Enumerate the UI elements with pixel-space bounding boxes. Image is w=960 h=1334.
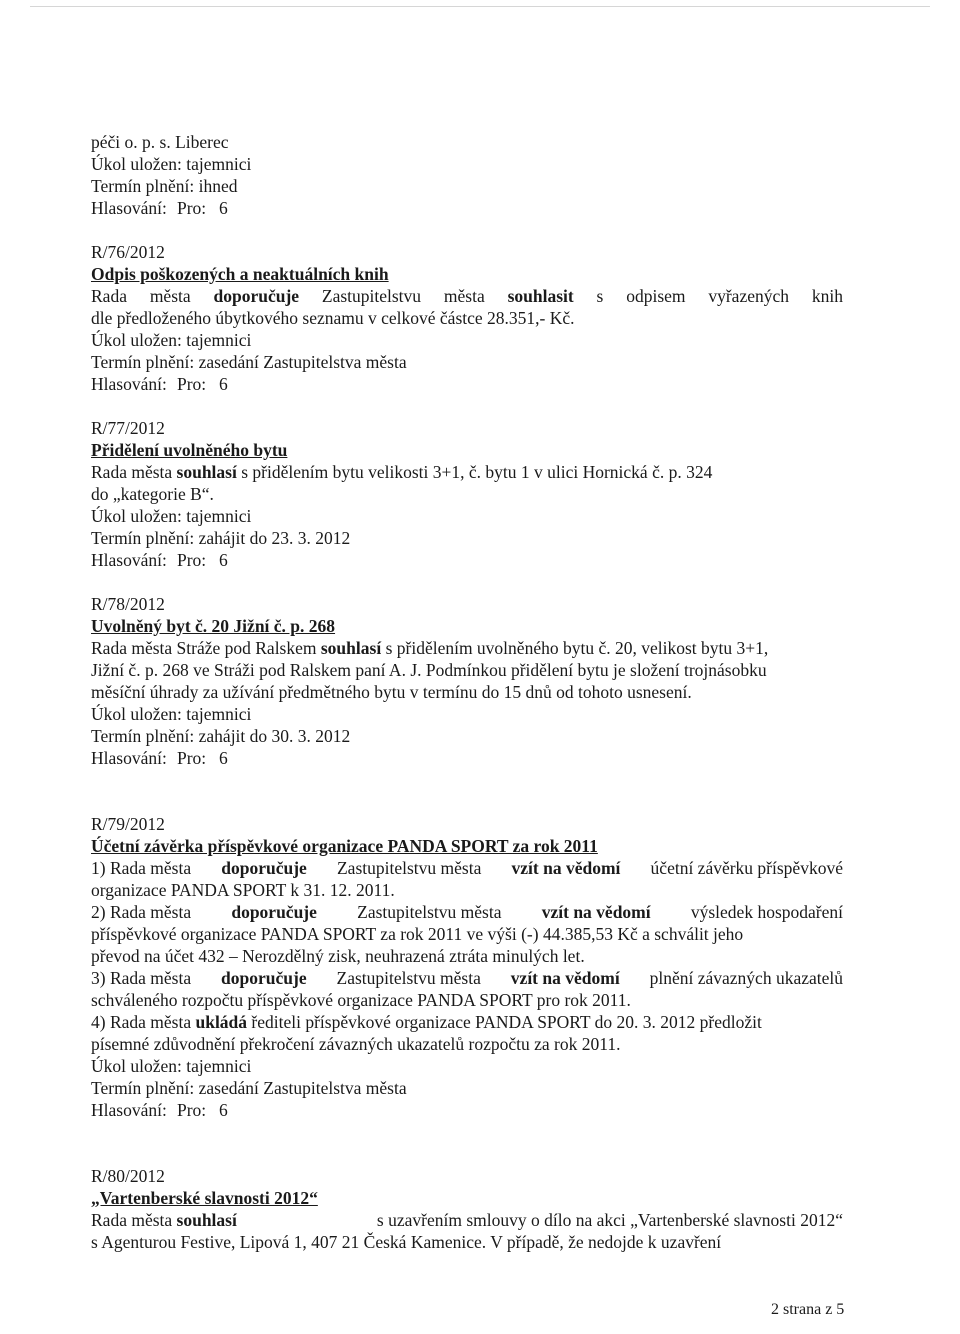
- vote-label: Hlasování:: [91, 374, 167, 394]
- page-number: 2 strana z 5: [771, 1301, 845, 1318]
- resolution-r80: [91, 1165, 843, 1253]
- task-assigned: Úkol uložen: tajemnici: [91, 704, 252, 724]
- vote-line: [91, 373, 843, 395]
- word-bold: doporučuje: [213, 286, 300, 306]
- resolution-continuation: [91, 131, 843, 219]
- vote-pro-label: Pro:: [177, 550, 207, 570]
- vote-count: 6: [219, 550, 228, 570]
- text-run: Rada města Stráže pod Ralskem: [91, 638, 317, 658]
- resolution-number: R/76/2012: [91, 242, 165, 262]
- text-run: plnění závazných ukazatelů: [649, 968, 843, 988]
- resolution-text-line: schváleného rozpočtu příspěvkové organizace PANDA SPORT pro rok 2011.: [91, 990, 631, 1010]
- resolution-heading: „Vartenberské slavnosti 2012“: [91, 1188, 318, 1208]
- resolution-text-line: [91, 857, 843, 879]
- document-page: [91, 131, 843, 1253]
- top-rule: [30, 6, 930, 7]
- resolution-r78: [91, 593, 843, 769]
- vote-count: 6: [219, 198, 228, 218]
- vote-pro-label: Pro:: [177, 374, 207, 394]
- resolution-r76: [91, 241, 843, 395]
- deadline: Termín plnění: zahájit do 30. 3. 2012: [91, 726, 351, 746]
- text-run: s přidělením bytu velikosti 3+1, č. bytu 1 v ulici Hornická č. p. 324: [241, 462, 713, 482]
- resolution-r77: [91, 417, 843, 571]
- resolution-text-line: Jižní č. p. 268 ve Stráži pod Ralskem paní A. J. Podmínkou přidělení bytu je složení trojnásobku: [91, 660, 767, 680]
- word-bold: souhlasit: [507, 286, 574, 306]
- task-assigned: Úkol uložen: tajemnici: [91, 1056, 252, 1076]
- deadline: Termín plnění: zahájit do 23. 3. 2012: [91, 528, 351, 548]
- vote-label: Hlasování:: [91, 1100, 167, 1120]
- resolution-heading: Uvolněný byt č. 20 Jižní č. p. 268: [91, 616, 336, 636]
- text-run-bold: ukládá: [195, 1012, 248, 1032]
- word: knih: [811, 286, 843, 306]
- text-run: Zastupitelstvu města: [357, 902, 502, 922]
- text-run-bold: souhlasí: [176, 462, 237, 482]
- resolution-text-line: [91, 637, 843, 659]
- word: města: [443, 286, 485, 306]
- resolution-text-line: [91, 1209, 843, 1231]
- text-run: s přidělením uvolněného bytu č. 20, velikost bytu 3+1,: [385, 638, 769, 658]
- resolution-number: R/79/2012: [91, 814, 165, 834]
- resolution-heading: Účetní závěrka příspěvkové organizace PANDA SPORT za rok 2011: [91, 836, 598, 856]
- vote-line: [91, 747, 843, 769]
- resolution-number: R/80/2012: [91, 1166, 165, 1186]
- task-assigned: Úkol uložen: tajemnici: [91, 154, 252, 174]
- vote-pro-label: Pro:: [177, 748, 207, 768]
- word: s: [596, 286, 604, 306]
- text-run-bold: vzít na vědomí: [541, 902, 651, 922]
- text-run-bold: doporučuje: [221, 968, 307, 988]
- vote-label: Hlasování:: [91, 748, 167, 768]
- resolution-text-line: dle předloženého úbytkového seznamu v celkové částce 28.351,- Kč.: [91, 308, 575, 328]
- resolution-text-line: do „kategorie B“.: [91, 484, 214, 504]
- task-assigned: Úkol uložen: tajemnici: [91, 506, 252, 526]
- vote-pro-label: Pro:: [177, 1100, 207, 1120]
- resolution-r79: [91, 813, 843, 1121]
- text-run-bold: souhlasí: [176, 1210, 237, 1230]
- text-run: Rada města: [91, 462, 173, 482]
- vote-count: 6: [219, 1100, 228, 1120]
- text-run: řediteli příspěvkové organizace PANDA SPORT do 20. 3. 2012 předložit: [251, 1012, 762, 1032]
- task-assigned: Úkol uložen: tajemnici: [91, 330, 252, 350]
- text-run-bold: doporučuje: [221, 858, 307, 878]
- vote-count: 6: [219, 374, 228, 394]
- vote-pro-label: Pro:: [177, 198, 207, 218]
- text-run: Rada města souhlasí: [91, 1210, 237, 1230]
- text-run: 2) Rada města: [91, 902, 192, 922]
- vote-line: [91, 1099, 843, 1121]
- deadline: Termín plnění: zasedání Zastupitelstva města: [91, 1078, 407, 1098]
- text-run-bold: vzít na vědomí: [510, 968, 620, 988]
- resolution-heading: Přidělení uvolněného bytu: [91, 440, 288, 460]
- resolution-text-line: převod na účet 432 – Nerozdělný zisk, neuhrazená ztráta minulých let.: [91, 946, 585, 966]
- resolution-text-line: [91, 967, 843, 989]
- deadline: Termín plnění: ihned: [91, 176, 238, 196]
- vote-line: [91, 549, 843, 571]
- text-run: výsledek hospodaření: [690, 902, 843, 922]
- text-run: 1) Rada města: [91, 858, 192, 878]
- resolution-text-line: organizace PANDA SPORT k 31. 12. 2011.: [91, 880, 395, 900]
- word: Zastupitelstvu: [321, 286, 422, 306]
- vote-count: 6: [219, 748, 228, 768]
- resolution-heading: Odpis poškozených a neaktuálních knih: [91, 264, 389, 284]
- resolution-text-line: měsíční úhrady za užívání předmětného bytu v termínu do 15 dnů od tohoto usnesení.: [91, 682, 692, 702]
- text-run: s uzavřením smlouvy o dílo na akci „Vartenberské slavnosti 2012“: [376, 1210, 843, 1230]
- resolution-text-line: [91, 285, 843, 307]
- text-run: účetní závěrku příspěvkové: [650, 858, 843, 878]
- vote-line: [91, 197, 843, 219]
- resolution-number: R/77/2012: [91, 418, 165, 438]
- deadline: Termín plnění: zasedání Zastupitelstva města: [91, 352, 407, 372]
- vote-label: Hlasování:: [91, 198, 167, 218]
- text-run: 3) Rada města: [91, 968, 192, 988]
- text-run: 4) Rada města: [91, 1012, 192, 1032]
- resolution-number: R/78/2012: [91, 594, 165, 614]
- text-run: Zastupitelstvu města: [336, 858, 482, 878]
- org-name-tail: péči o. p. s. Liberec: [91, 132, 229, 152]
- word: odpisem: [626, 286, 686, 306]
- word: vyřazených: [708, 286, 790, 306]
- text-run-bold: souhlasí: [320, 638, 382, 658]
- resolution-text-line: písemné zdůvodnění překročení závazných ukazatelů rozpočtu za rok 2011.: [91, 1034, 621, 1054]
- text-run-bold: vzít na vědomí: [511, 858, 621, 878]
- resolution-text-line: [91, 901, 843, 923]
- resolution-text-line: příspěvkové organizace PANDA SPORT za rok 2011 ve výši (-) 44.385,53 Kč a schválit jeho: [91, 924, 744, 944]
- resolution-text-line: [91, 1011, 843, 1033]
- text-run: Zastupitelstvu města: [336, 968, 481, 988]
- resolution-text-line: [91, 461, 843, 483]
- vote-label: Hlasování:: [91, 550, 167, 570]
- text-run-bold: doporučuje: [231, 902, 317, 922]
- resolution-text-line: s Agenturou Festive, Lipová 1, 407 21 Česká Kamenice. V případě, že nedojde k uzavření: [91, 1232, 722, 1252]
- word: Rada: [91, 286, 127, 306]
- word: města: [149, 286, 191, 306]
